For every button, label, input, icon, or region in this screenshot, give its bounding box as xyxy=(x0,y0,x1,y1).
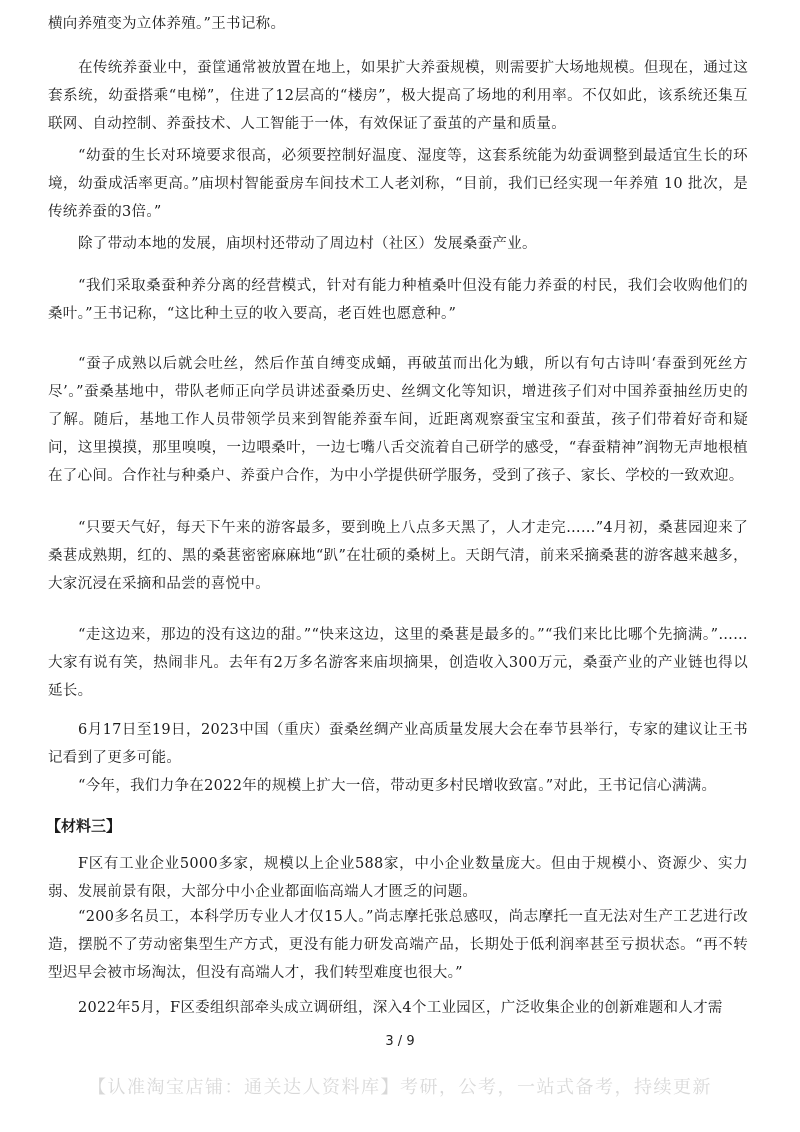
paragraph-11: F区有工业企业5000多家，规模以上企业588家，中小企业数量庞大。但由于规模小、资源少、实力弱、发展前景有限，大部分中小企业都面临高端人才匮乏的问题。 xyxy=(48,856,748,900)
section-heading: 【材料三】 xyxy=(46,817,122,835)
paragraph-7: “只要天气好，每天下午来的游客最多，要到晚上八点多天黑了，人才走完……”4月初，桑葚园迎来了桑葚成熟期，红的、黑的桑葚密密麻麻地“趴”在壮硕的桑树上。天朗气清，前来采摘桑葚的游客越来越多，大家沉浸在采摘和品尝的喜悦中。 xyxy=(48,520,748,592)
watermark-text: 【认准淘宝店铺：通关达人资料库】考研，公考，一站式备考，持续更新 xyxy=(88,1077,712,1098)
paragraph-13: 2022年5月，F区委组织部牵头成立调研组，深入4个工业园区，广泛收集企业的创新难题和人才需 xyxy=(78,1000,723,1016)
paragraph-12: “200多名员工，本科学历专业人才仅15人。”尚志摩托张总感叹，尚志摩托一直无法对生产工艺进行改造，摆脱不了劳动密集型生产方式，更没有能力研发高端产品，长期处于低利润率甚至亏损状态。“再不转型迟早会被市场淘汰，但没有高端人才，我们转型难度也很大。” xyxy=(48,909,748,981)
paragraph-9: 6月17日至19日，2023中国（重庆）蚕桑丝绸产业高质量发展大会在奉节县举行，专家的建议让王书记看到了更多可能。 xyxy=(48,722,748,766)
paragraph-3: “幼蚕的生长对环境要求很高，必须要控制好温度、湿度等，这套系统能为幼蚕调整到最适宜生长的环境，幼蚕成活率更高。”庙坝村智能蚕房车间技术工人老刘称，“目前，我们已经实现一年养殖 10 批次，是传统养蚕的3倍。” xyxy=(48,148,748,220)
paragraph-5: “我们采取桑蚕种养分离的经营模式，针对有能力种植桑叶但没有能力养蚕的村民，我们会收购他们的桑叶。”王书记称，“这比种土豆的收入要高，老百姓也愿意种。” xyxy=(48,278,748,322)
paragraph-6: “蚕子成熟以后就会吐丝，然后作茧自缚变成蛹，再破茧而出化为蛾，所以有句古诗叫‘春蚕到死丝方尽’。”蚕桑基地中，带队老师正向学员讲述蚕桑历史、丝绸文化等知识，增进孩子们对中国养蚕抽丝历史的了解。随后，基地工作人员带领学员来到智能养蚕车间，近距离观察蚕宝宝和蚕茧，孩子们带着好奇和疑问，这里摸摸，那里嗅嗅，一边喂桑叶，一边七嘴八舌交流着自己研学的感受，“春蚕精神”润物无声地根植在了心间。合作社与种桑户、养蚕户合作，为中小学提供研学服务，受到了孩子、家长、学校的一致欢迎。 xyxy=(48,356,748,484)
paragraph-1: 横向养殖变为立体养殖。”王书记称。 xyxy=(48,16,286,32)
page-number: 3 / 9 xyxy=(385,1034,415,1049)
paragraph-10: “今年，我们力争在2022年的规模上扩大一倍，带动更多村民增收致富。”对此，王书记信心满满。 xyxy=(78,778,717,794)
paragraph-4: 除了带动本地的发展，庙坝村还带动了周边村（社区）发展桑蚕产业。 xyxy=(78,236,537,252)
paragraph-8: “走这边来，那边的没有这边的甜。”“快来这边，这里的桑葚是最多的。”“我们来比比哪个先摘满。”……大家有说有笑，热闹非凡。去年有2万多名游客来庙坝摘果，创造收入300万元，桑蚕产业的产业链也得以延长。 xyxy=(48,627,748,699)
paragraph-2: 在传统养蚕业中，蚕筐通常被放置在地上，如果扩大养蚕规模，则需要扩大场地规模。但现在，通过这套系统，幼蚕搭乘“电梯”，住进了12层高的“楼房”，极大提高了场地的利用率。不仅如此，该系统还集互联网、自动控制、养蚕技术、人工智能于一体，有效保证了蚕茧的产量和质量。 xyxy=(48,60,748,132)
